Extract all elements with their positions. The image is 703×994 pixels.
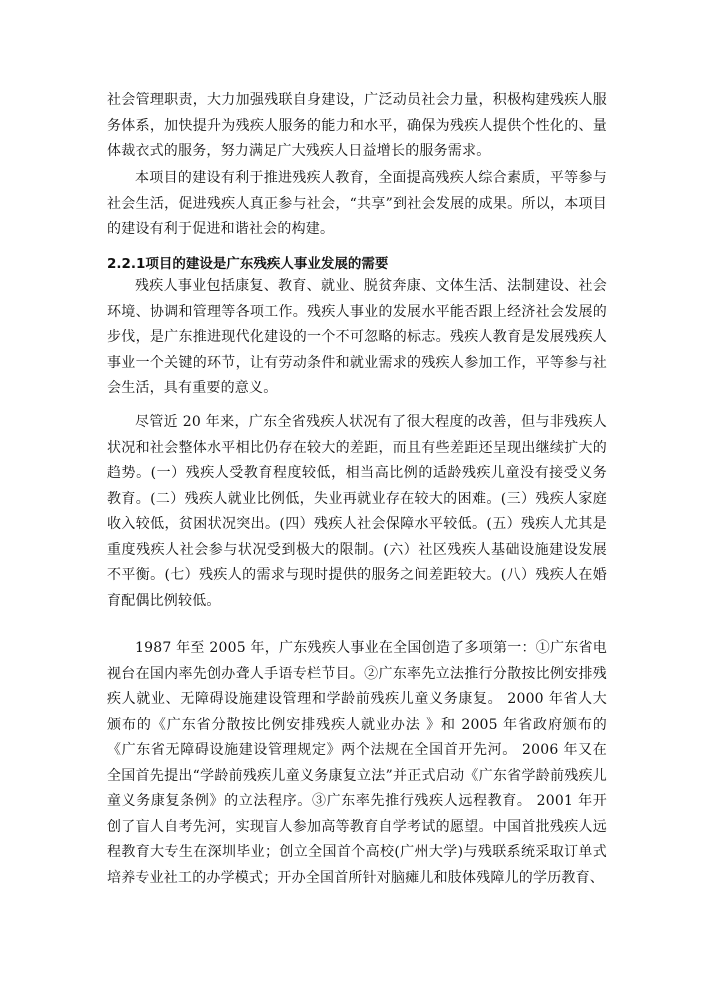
paragraph-service-system: 社会管理职责，大力加强残联自身建设，广泛动员社会力量，积极构建残疾人服务体系，加快提升为残疾人服务的能力和水平，确保为残疾人提供个性化的、量体裁衣式的服务，努力满足广大残疾人日益增长的服务需求。 [107,92,607,159]
paragraph-disability-undertakings: 残疾人事业包括康复、教育、就业、脱贫奔康、文体生活、法制建设、社会环境、协调和管理等各项工作。残疾人事业的发展水平能否跟上经济社会发展的步伐，是广东推进现代化建设的一个不可忽略的标志。残疾人教育是发展残疾人事业一个关键的环节，让有劳动条件和就业需求的残疾人参加工作，平等参与社会生活，具有重要的意义。 [107,278,607,396]
paragraph-education-harmony: 本项目的建设有利于推进残疾人教育，全面提高残疾人综合素质，平等参与社会生活，促进残疾人真正参与社会，“共享”到社会发展的成果。所以，本项目的建设有利于促进和谐社会的构建。 [107,170,607,237]
section-heading-2-2-1: 2.2.1项目的建设是广东残疾人事业发展的需要 [107,256,389,272]
paragraph-guangdong-firsts: 1987 年至 2005 年，广东残疾人事业在全国创造了多项第一：①广东省电视台在国内率先创办聋人手语专栏节目。②广东率先立法推行分散按比例安排残疾人就业、无障碍设施建设管理和学龄前残疾儿童义务康复。 2000 年省人大颁布的《广东省分散按比例安排残疾人就业办法 》和 2005 年省政府颁布的《广东省无障碍设施建设管理规定》两个法规在全国首开先河。 2006 年又在全国首先提出“学龄前残疾儿童义务康复立法”并正式启动《广东省学龄前残疾儿童义务康复条例》的立法程序。③广东率先推行残疾人远程教育。 2001 年开创了盲人自考先河，实现盲人参加高等教育自学考试的愿望。中国首批残疾人远程教育大专生在深圳毕业；创立全国首个高校(广州大学)与残联系统采取订单式培养专业社工的办学模式；开办全国首所针对脑瘫儿和肢体残障儿的学历教育、 [107,640,607,886]
paragraph-disability-status-gaps: 尽管近 20 年来，广东全省残疾人状况有了很大程度的改善，但与非残疾人状况和社会整体水平相比仍存在较大的差距，而且有些差距还呈现出继续扩大的趋势。(一）残疾人受教育程度较低，相当高比例的适龄残疾儿童没有接受义务教育。(二）残疾人就业比例低，失业再就业存在较大的困难。(三）残疾人家庭收入较低，贫困状况突出。(四）残疾人社会保障水平较低。(五）残疾人尤其是重度残疾人社会参与状况受到极大的限制。(六）社区残疾人基础设施建设发展不平衡。(七）残疾人的需求与现时提供的服务之间差距较大。(八）残疾人在婚育配偶比例较低。 [107,414,607,609]
